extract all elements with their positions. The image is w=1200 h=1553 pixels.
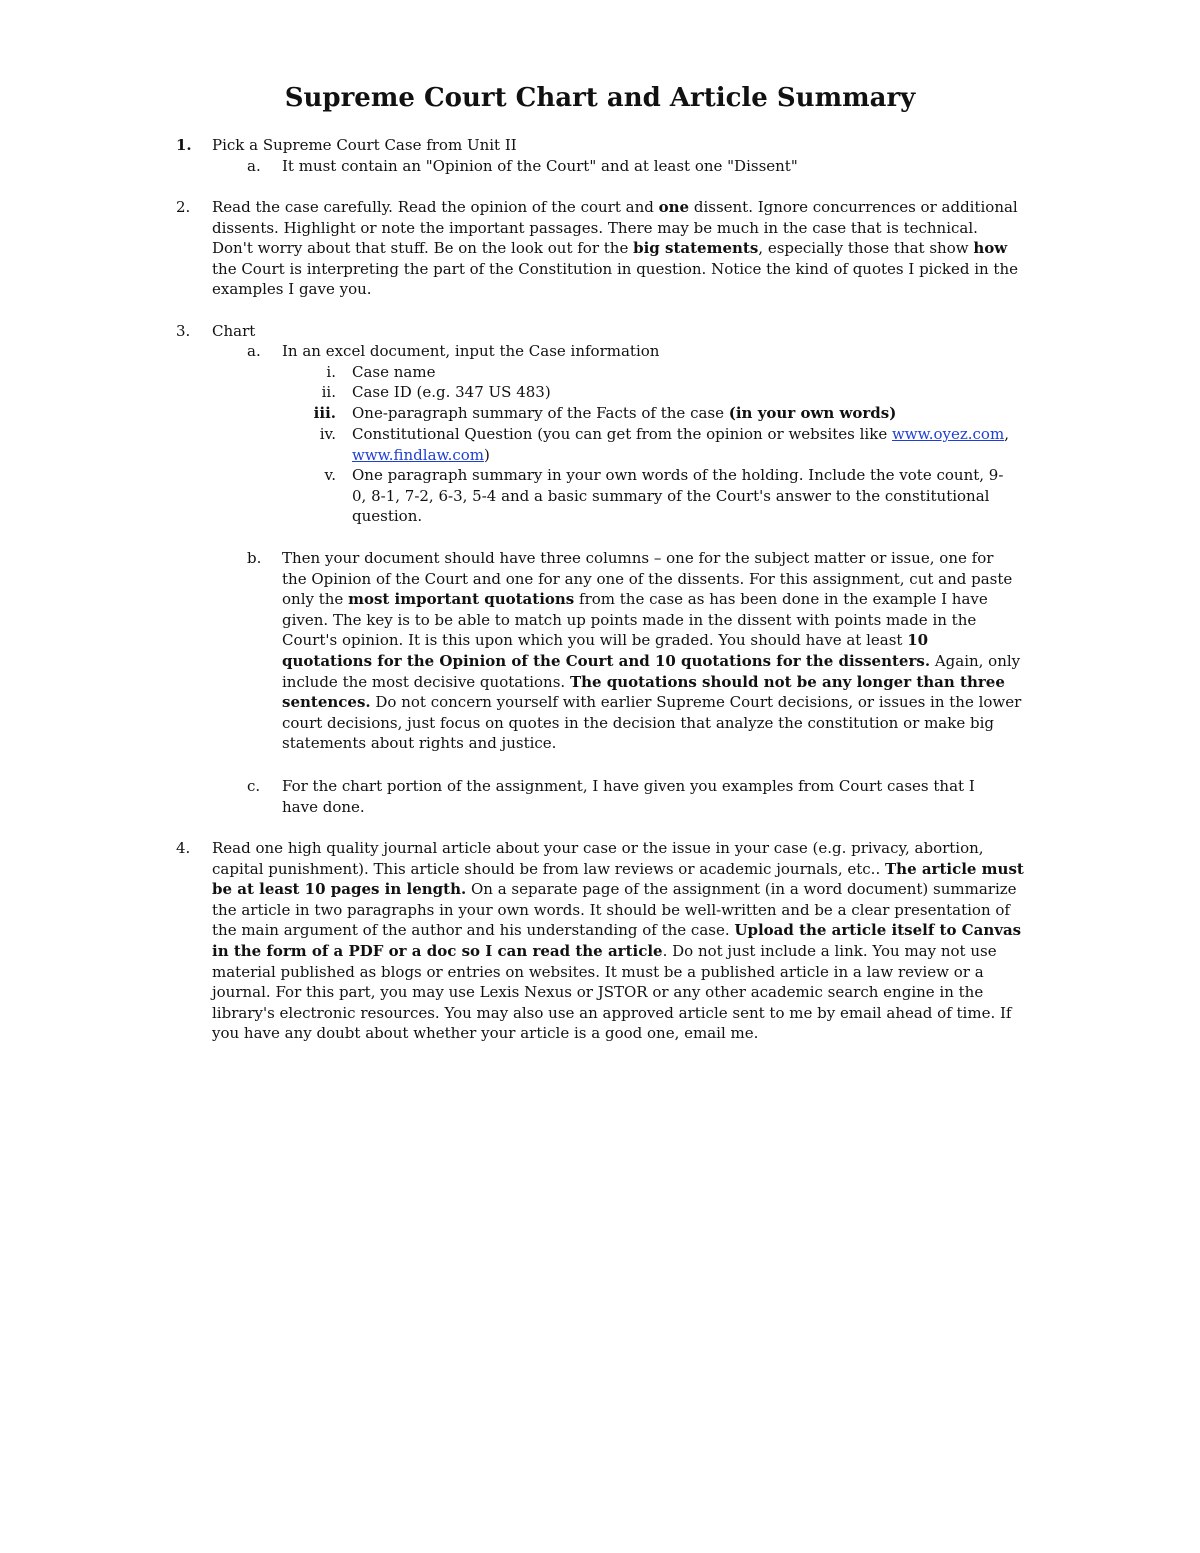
item-1-number: 1.	[176, 136, 192, 154]
item-2-text-part: dissent. Ignore concurrences or additional dissents. Highlight or note the important passages. There may be much in the case that is technical. Don't worry about that stuff. Be on the look out for the	[212, 198, 1018, 258]
item-3a-label: a.	[247, 342, 261, 360]
item-3c-text: For the chart portion of the assignment, I have given you examples from Court cases that I have done.	[282, 777, 975, 816]
item-4-text	[212, 838, 1024, 1044]
item-1a-label: a.	[247, 157, 261, 175]
item-3a-i-label: i.	[326, 363, 336, 381]
item-3-text: Chart	[212, 322, 256, 340]
item-3b-text-part: Again, only include the most decisive quotations.	[282, 651, 1021, 691]
item-2-bold-big-statements: big statements	[633, 239, 759, 258]
item-3a-iii-text	[352, 403, 1022, 424]
item-4-text-part: On a separate page of the assignment (in a word document) summarize the article in two paragraphs in your own words. It should be well-written and be a clear presentation of the main argument of the author and his understanding of the case.	[212, 880, 1017, 940]
item-3a-text: In an excel document, input the Case information	[282, 342, 660, 360]
item-3a-iv-text	[352, 424, 1012, 465]
item-3a-ii-text: Case ID (e.g. 347 US 483)	[352, 383, 551, 401]
item-3b-bold-most-important: most important quotations	[348, 590, 575, 609]
item-3b-bold-three-sentences: The quotations should not be any longer than three sentences.	[282, 672, 1005, 712]
item-3a-iii-bold: (in your own words)	[728, 404, 897, 422]
item-3b-text-part: Then your document should have three columns – one for the subject matter or issue, one for the Opinion of the Court and one for any one of the dissents. For this assignment, cut and paste only the	[282, 549, 1013, 609]
item-2-number: 2.	[176, 198, 191, 216]
item-3a-i-text: Case name	[352, 363, 436, 381]
item-2-bold-how: how	[973, 239, 1008, 258]
item-3b-text	[282, 548, 1022, 754]
item-3b-text-part: from the case as has been done in the example I have given. The key is to be able to match up points made in the dissent with points made in the Court's opinion. It is this upon which you will be graded. You should have at least	[282, 590, 988, 650]
item-4-text-part: . Do not just include a link. You may not use material published as blogs or entries on websites. It must be a published article in a law review or a journal. For this part, you may use Lexis Nexus or JSTOR or any other academic search engine in the library's electronic resources. You may also use an approved article sent to me by email ahead of time. If you have any doubt about whether your article is a good one, email me.	[212, 941, 1012, 1043]
item-1-text: Pick a Supreme Court Case from Unit II	[212, 136, 517, 154]
item-3a-ii-label: ii.	[321, 383, 336, 401]
oyez-link[interactable]: www.oyez.com	[891, 425, 1005, 443]
item-3a-iv-separator: ,	[1004, 425, 1009, 443]
item-3b-bold-ten-quotations: 10 quotations for the Opinion of the Court and 10 quotations for the dissenters.	[282, 631, 931, 670]
item-2-text-part: the Court is interpreting the part of the Constitution in question. Notice the kind of quotes I picked in the examples I gave you.	[212, 259, 1018, 299]
item-3c-label: c.	[247, 777, 261, 795]
item-4-text-part: Read one high quality journal article about your case or the issue in your case (e.g. privacy, abortion, capital punishment). This article should be from law reviews or academic journals, etc..	[212, 839, 984, 878]
item-3b-label: b.	[247, 549, 262, 567]
page-title: Supreme Court Chart and Article Summary	[284, 83, 916, 113]
findlaw-link[interactable]: www.findlaw.com	[352, 445, 484, 464]
item-4-bold-upload: Upload the article itself to Canvas in the form of a PDF or a doc so I can read the article	[212, 921, 1022, 960]
item-4-bold-length: The article must be at least 10 pages in length.	[212, 859, 1024, 899]
item-2-text-part: Read the case carefully. Read the opinion of the court and	[212, 198, 659, 216]
item-1a-text: It must contain an "Opinion of the Court" and at least one "Dissent"	[282, 157, 798, 175]
item-4-number: 4.	[176, 839, 191, 857]
item-3-number: 3.	[176, 322, 191, 340]
item-3a-iv-end: )	[484, 445, 490, 464]
item-3a-v-text: One paragraph summary in your own words of the holding. Include the vote count, 9-0, 8-1, 7-2, 6-3, 5-4 and a basic summary of the Court's answer to the constitutional question.	[352, 466, 1004, 526]
item-3b-text-part: Do not concern yourself with earlier Supreme Court decisions, or issues in the lower court decisions, just focus on quotes in the decision that analyze the constitution or make big statements about rights and justice.	[282, 693, 1022, 753]
item-2-text-part: , especially those that show	[758, 239, 974, 258]
item-3a-iv-text-part: Constitutional Question (you can get from the opinion or websites like	[352, 425, 892, 443]
item-3a-iv-label: iv.	[319, 425, 336, 443]
item-3a-iii-label: iii.	[313, 404, 336, 422]
item-3a-iii-text-part: One-paragraph summary of the Facts of the case	[352, 404, 729, 422]
item-2-text	[212, 197, 1022, 300]
item-2-bold-one: one	[658, 198, 690, 216]
item-3a-v-label: v.	[324, 466, 336, 484]
